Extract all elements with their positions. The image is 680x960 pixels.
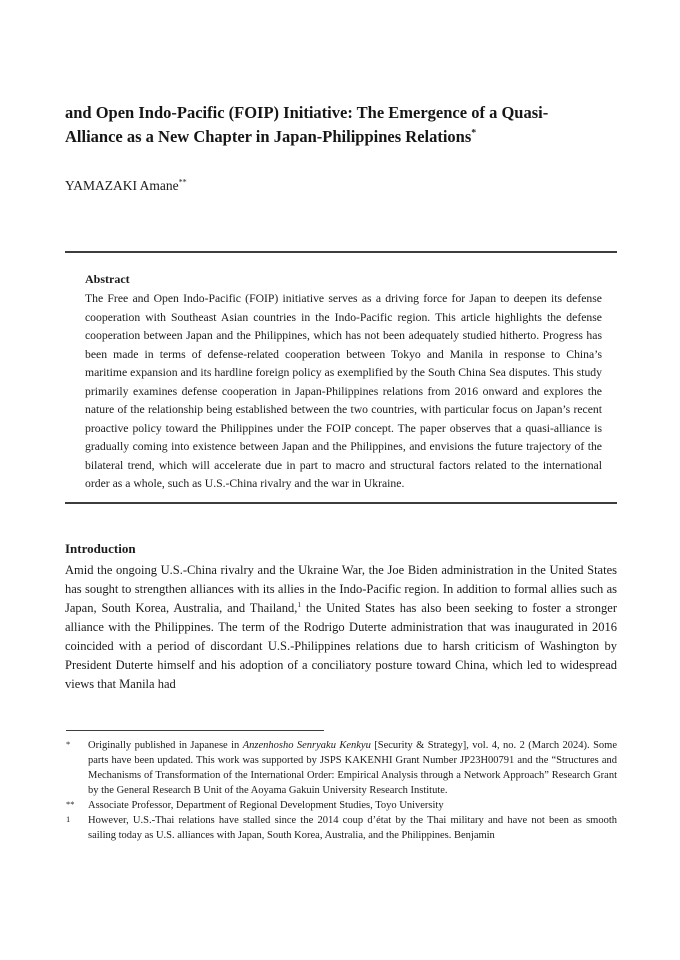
paper-title-line1: and Open Indo-Pacific (FOIP) Initiative: The Emergence of a Quasi-: [65, 103, 549, 122]
author-line: [65, 177, 617, 195]
footnote-item-asterisk: [65, 738, 617, 798]
title-footnote-marker: *: [471, 127, 477, 139]
abstract-heading: Abstract: [85, 272, 130, 286]
intro-footnote-ref: 1: [297, 599, 302, 609]
intro-text-after-ref: the United States has also been seeking to foster a stronger alliance with the Philippines. The term of the Rodrigo Duterte administration that was inaugurated in 2016 coincided with a period of discordant U.S.-Philippines relations due to harsh criticism of Washington by President Duterte himself and his adoption of a conciliatory posture toward China, which led to widespread views that Manila had: [65, 600, 617, 691]
abstract-section: [85, 272, 602, 494]
abstract-body: The Free and Open Indo-Pacific (FOIP) initiative serves as a driving force for Japan to deepen its defense cooperation with Southeast Asian countries in the Indo-Pacific region. This article highlights the defense cooperation between Japan and the Philippines, which has not been adequately studied hitherto. Progress has been made in terms of defense-related cooperation between Tokyo and Manila in response to China’s maritime expansion and its hardline foreign policy as exemplified by the South China Sea disputes. This study primarily examines defense cooperation in Japan-Philippines relations from 2016 onward and explores the nature of the relationship being established between the two countries, with particular focus on Japan’s recent proactive policy toward the Philippines under the FOIP concept. The paper observes that a quasi-alliance is gradually coming into existence between Japan and the Philippines, and envisions the future trajectory of the bilateral trend, which will accelerate due in part to macro and structural factors related to the international order as a whole, such as U.S.-China rivalry and the war in Ukraine.: [85, 292, 602, 490]
footnote-marker: **: [66, 798, 75, 809]
footnote-text-part1: Originally published in Japanese in: [88, 739, 243, 751]
footnote-text: Associate Professor, Department of Regional Development Studies, Toyo University: [88, 799, 444, 811]
footnote-text-part2: [Security & Strategy], vol. 4, no. 2 (March 2024). Some parts have been updated. This work was supported by JSPS KAKENHI Grant Number JP23H00791 and the “Structures and Mechanisms of Transformation of the International Order: Empirical Analysis through a Network Approach” Research Grant by the General Research B Unit of the Aoyama Gakuin University Research Institute.: [88, 739, 618, 796]
title-block: [65, 0, 617, 195]
introduction-section: [65, 541, 617, 694]
footnote-item-double-asterisk: [65, 798, 617, 813]
abstract-bottom-rule: [65, 502, 617, 504]
footnote-text: [88, 740, 617, 796]
footnote-marker: 1: [66, 813, 71, 824]
author-footnote-marker: **: [178, 177, 187, 187]
introduction-paragraph: [65, 561, 617, 694]
footnote-item-1: [65, 813, 617, 843]
paper-title: [65, 0, 617, 149]
introduction-heading: Introduction: [65, 540, 136, 556]
author-name: YAMAZAKI Amane: [65, 178, 179, 193]
intro-text-before-ref: Amid the ongoing U.S.-China rivalry and the Ukraine War, the Joe Biden administration in the United States has sought to strengthen alliances with its allies in the Indo-Pacific region. In addition to formal allies such as Japan, South Korea, Australia, and Thailand,: [65, 562, 617, 615]
abstract-top-rule: [65, 251, 617, 253]
footnotes-section: [65, 730, 617, 843]
paper-title-line2: Alliance as a New Chapter in Japan-Philippines Relations: [65, 127, 472, 146]
footnote-marker: *: [66, 738, 71, 749]
footnote-journal-title: Anzenhosho Senryaku Kenkyu: [242, 739, 371, 751]
footnote-text: However, U.S.-Thai relations have stalled since the 2014 coup d’état by the Thai military and have not been as smooth sailing today as U.S. alliances with Japan, South Korea, Australia, and the Philippines. Benjamin: [88, 814, 617, 841]
footnote-separator-rule: [66, 730, 324, 731]
